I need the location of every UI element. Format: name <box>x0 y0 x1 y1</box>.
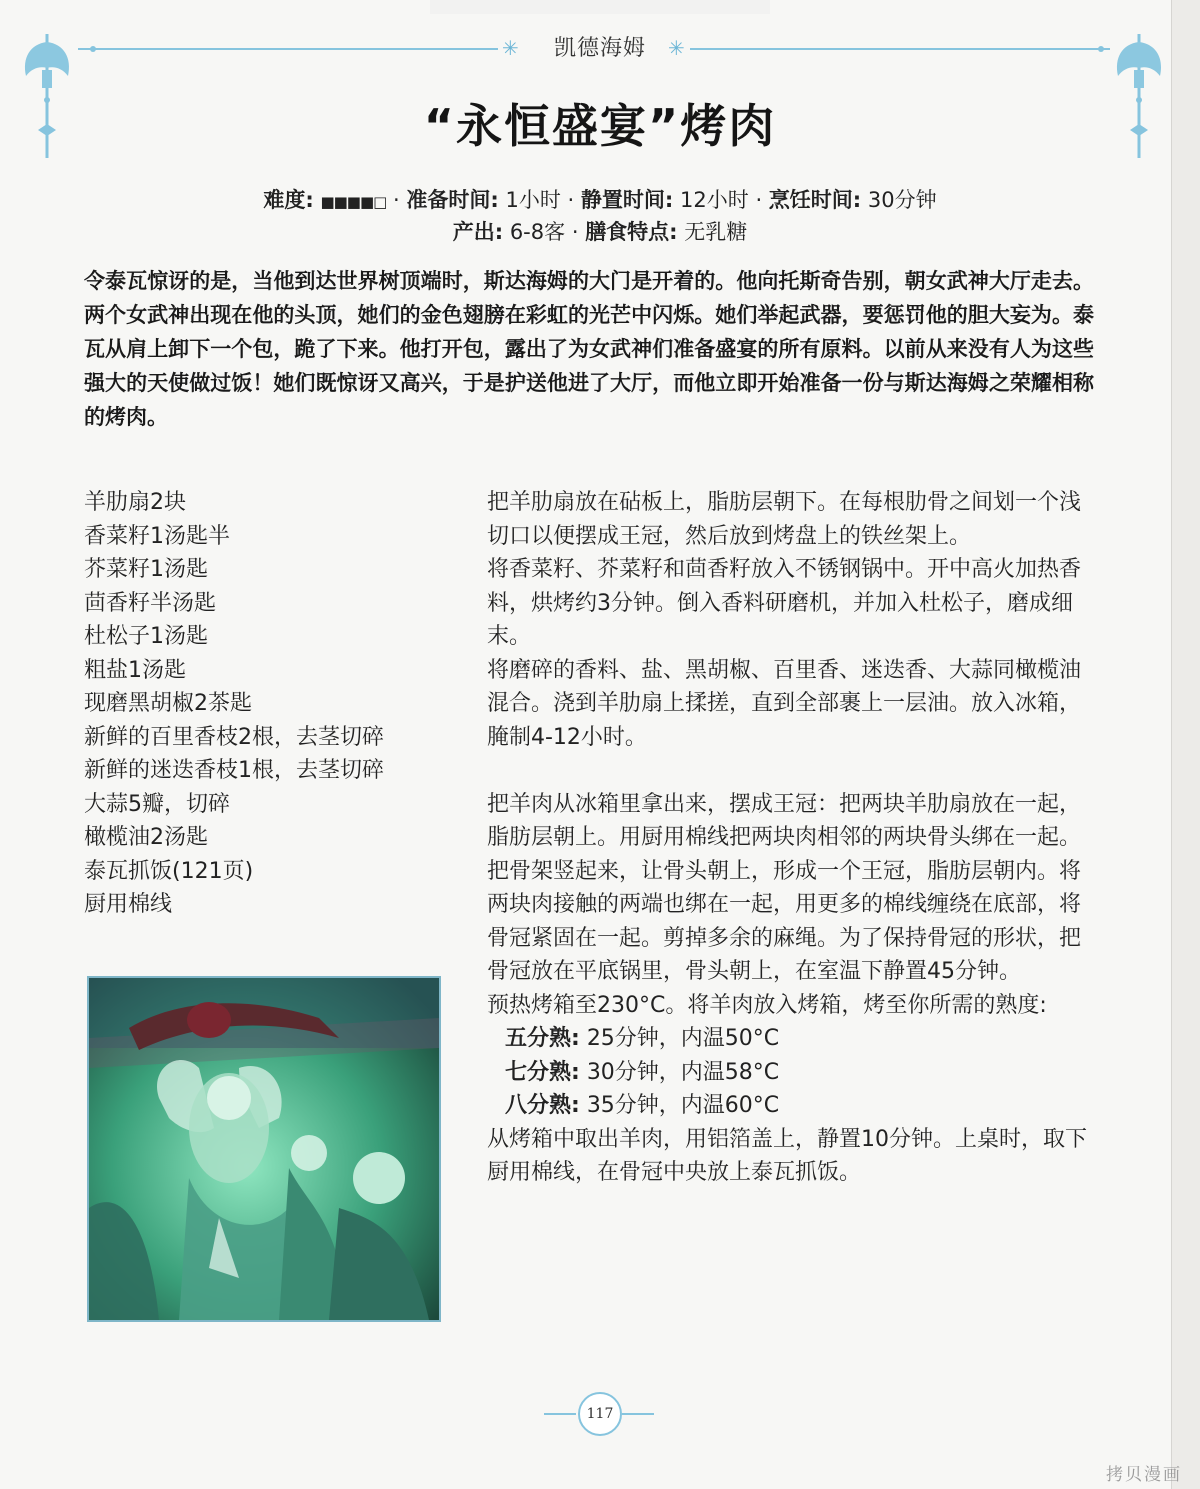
page-number-badge <box>544 1392 654 1436</box>
ingredient-item: 杜松子1汤匙 <box>84 624 208 649</box>
feast-illustration-art <box>89 978 439 1320</box>
step-paragraph: 把羊肉从冰箱里拿出来，摆成王冠：把两块羊肋扇放在一起，脂肪层朝上。用厨用棉线把两块肉相邻的两块骨头绑在一起。把骨架竖起来，让骨头朝上，形成一个王冠，脂肪层朝内。将两块肉接触的两端也绑在一起，用更多的棉线缠绕在底部，将骨冠紧固在一起。剪掉多余的麻绳。为了保持骨冠的形状，把骨冠放在平底锅里，骨头朝上，在室温下静置45分钟。 <box>487 791 1082 984</box>
diet-value: 无乳糖 <box>684 220 748 244</box>
header-dot-right <box>1098 46 1104 52</box>
meta-separator: · <box>567 188 575 212</box>
meta-separator: · <box>571 220 579 244</box>
ingredient-item: 羊肋扇2块 <box>84 490 186 515</box>
step-paragraph: 从烤箱中取出羊肉，用铝箔盖上，静置10分钟。上桌时，取下厨用棉线，在骨冠中央放上泰瓦抓饭。 <box>487 1126 1087 1185</box>
doneness-label: 五分熟: <box>505 1026 580 1051</box>
page-number-line-left <box>544 1413 576 1415</box>
scan-top-strip <box>430 0 770 14</box>
yield-value: 6-8客 <box>509 220 566 244</box>
ingredient-item: 茴香籽半汤匙 <box>84 590 217 616</box>
ingredient-item: 泰瓦抓饭(121页) <box>84 858 254 884</box>
difficulty-value: ■■■■□ <box>320 193 387 211</box>
ingredient-item: 香菜籽1汤匙半 <box>84 523 230 549</box>
step-paragraph: 将磨碎的香料、盐、黑胡椒、百里香、迷迭香、大蒜同橄榄油混合。浇到羊肋扇上揉搓，直到全部裹上一层油。放入冰箱，腌制4-12小时。 <box>487 657 1082 750</box>
prep-time-value: 1小时 <box>505 188 561 212</box>
meta-separator: · <box>393 188 400 212</box>
header-dot-left <box>90 46 96 52</box>
doneness-value: 30分钟，内温58°C <box>586 1059 780 1085</box>
yield-label: 产出: <box>452 220 504 244</box>
meta-separator: · <box>755 188 763 212</box>
chapter-title: 凯德海姆 <box>553 36 646 61</box>
doneness-label: 七分熟: <box>505 1059 580 1085</box>
recipe-meta-line1 <box>0 184 1200 214</box>
doneness-item <box>487 1056 1095 1090</box>
doneness-item <box>487 1022 1095 1056</box>
instructions <box>487 486 1095 1190</box>
doneness-value: 25分钟，内温50°C <box>586 1026 780 1051</box>
step-paragraph: 将香菜籽、芥菜籽和茴香籽放入不锈钢锅中。开中高火加热香料，烘烤约3分钟。倒入香料研磨机，并加入杜松子，磨成细末。 <box>487 557 1082 649</box>
ingredient-item: 大蒜5瓣，切碎 <box>84 791 230 817</box>
ingredient-item: 粗盐1汤匙 <box>84 657 186 683</box>
cook-time-value: 30分钟 <box>867 188 937 212</box>
step-paragraph: 把羊肋扇放在砧板上，脂肪层朝下。在每根肋骨之间划一个浅切口以便摆成王冠，然后放到烤盘上的铁丝架上。 <box>487 490 1082 549</box>
doneness-value: 35分钟，内温60°C <box>586 1093 780 1118</box>
step-paragraph: 预热烤箱至230°C。将羊肉放入烤箱，烤至你所需的熟度: <box>487 992 1047 1018</box>
star-icon-right: ✳ <box>668 36 685 60</box>
prep-time-label: 准备时间: <box>406 188 499 212</box>
ingredient-list <box>84 486 464 922</box>
recipe-title: “永恒盛宴”烤肉 <box>423 99 777 153</box>
ingredient-item: 新鲜的百里香枝2根，去茎切碎 <box>84 724 384 750</box>
cook-time-label: 烹饪时间: <box>768 188 862 212</box>
rest-time-value: 12小时 <box>680 188 749 212</box>
intro-paragraph: 令泰瓦惊讶的是，当他到达世界树顶端时，斯达海姆的大门是开着的。他向托斯奇告别，朝女武神大厅走去。两个女武神出现在他的头顶，她们的金色翅膀在彩虹的光芒中闪烁。她们举起武器，要惩罚他的胆大妄为。泰瓦从肩上卸下一个包，跪了下来。他打开包，露出了为女武神们准备盛宴的所有原料。以前从来没有人为这些强大的天使做过饭！她们既惊讶又高兴，于是护送他进了大厅，而他立即开始准备一份与斯达海姆之荣耀相称的烤肉。 <box>84 269 1094 429</box>
diet-label: 膳食特点: <box>585 220 678 244</box>
ingredient-item: 橄榄油2汤匙 <box>84 825 208 850</box>
doneness-item <box>487 1089 1095 1123</box>
page-number: 117 <box>578 1392 622 1436</box>
doneness-label: 八分熟: <box>505 1093 580 1118</box>
recipe-meta-line2 <box>0 216 1200 246</box>
paragraph-gap <box>487 754 1095 788</box>
feast-illustration <box>87 976 441 1322</box>
ingredient-item: 现磨黑胡椒2茶匙 <box>84 691 252 716</box>
difficulty-label: 难度: <box>263 188 314 212</box>
watermark: 拷贝漫画 <box>1106 1465 1182 1485</box>
ingredient-item: 新鲜的迷迭香枝1根，去茎切碎 <box>84 758 384 783</box>
rest-time-label: 静置时间: <box>580 188 674 212</box>
ingredient-item: 厨用棉线 <box>84 892 173 917</box>
page-number-line-right <box>622 1413 654 1415</box>
ingredient-item: 芥菜籽1汤匙 <box>84 557 208 582</box>
star-icon-left: ✳ <box>502 36 519 60</box>
